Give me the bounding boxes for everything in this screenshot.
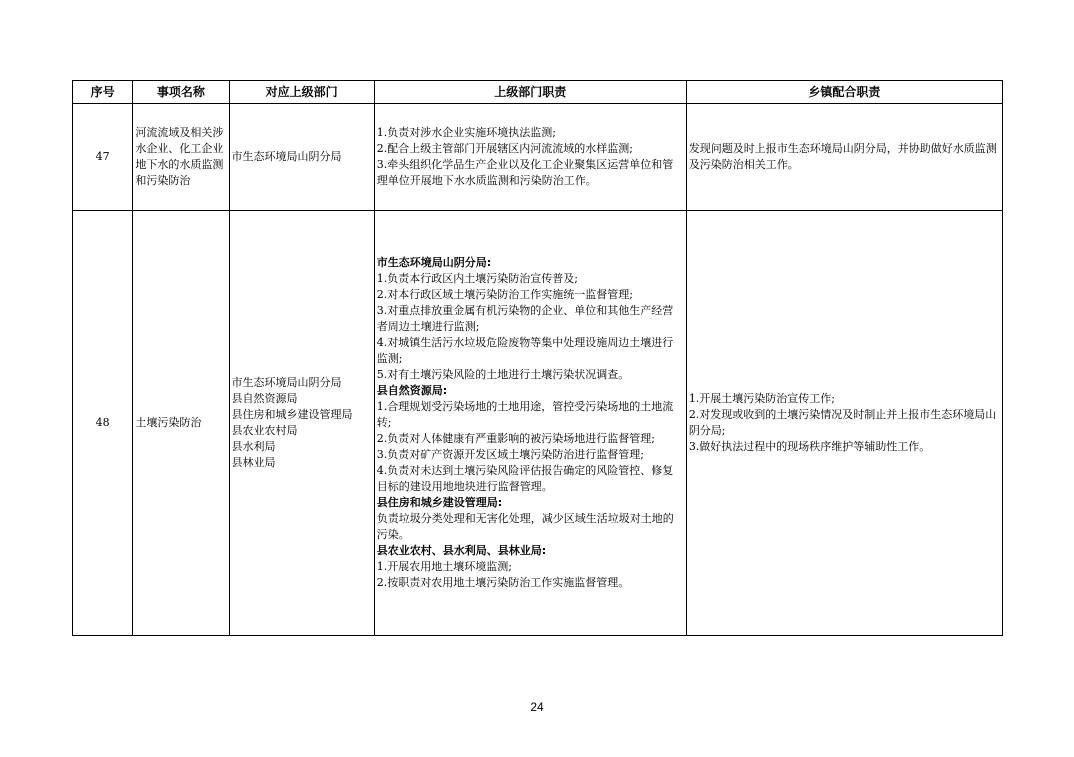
table-row (73, 104, 1003, 211)
row-item: 土壤污染防治 (133, 211, 229, 636)
duty-line: 3.牵头组织化学品生产企业以及化工企业聚集区运营单位和管理单位开展地下水水质监测和污染防治工作。 (376, 158, 674, 187)
row-duty (374, 211, 686, 636)
duty-line: 2.配合上级主管部门开展辖区内河流流域的水样监测; (376, 142, 633, 155)
dept-line: 市生态环境局山阴分局 (231, 376, 342, 389)
dept-line: 县自然资源局 (231, 392, 298, 405)
duty-group-title: 县自然资源局: (376, 384, 448, 397)
row-dept (229, 211, 374, 636)
duty-line: 2.对本行政区域土壤污染防治工作实施统一监督管理; (376, 288, 633, 301)
dept-line: 市生态环境局山阴分局 (231, 150, 342, 163)
duty-line: 2.负责对人体健康有严重影响的被污染场地进行监督管理; (376, 432, 655, 445)
dept-line: 县水利局 (231, 440, 276, 453)
header-item: 事项名称 (133, 81, 229, 104)
duty-group-title: 市生态环境局山阴分局: (376, 256, 492, 269)
town-line: 发现问题及时上报市生态环境局山阴分局，并协助做好水质监测及污染防治相关工作。 (688, 142, 997, 171)
duty-line: 4.负责对未达到土壤污染风险评估报告确定的风险管控、修复目标的建设用地地块进行监督管理。 (376, 464, 674, 493)
row-town (686, 211, 1002, 636)
duty-line: 5.对有土壤污染风险的土地进行土壤污染状况调查。 (376, 368, 630, 381)
dept-line: 县住房和城乡建设管理局 (231, 408, 353, 421)
duty-line: 1.负责本行政区内土壤污染防治宣传普及; (376, 272, 578, 285)
duty-line: 2.按职责对农用地土壤污染防治工作实施监督管理。 (376, 576, 630, 589)
row-seq: 47 (73, 104, 133, 211)
duty-line: 负责垃圾分类处理和无害化处理，减少区域生活垃圾对土地的污染。 (376, 512, 674, 541)
header-row (73, 81, 1003, 104)
row-dept (229, 104, 374, 211)
row-town (686, 104, 1002, 211)
town-line: 1.开展土壤污染防治宣传工作; (688, 392, 836, 405)
duty-group-title: 县住房和城乡建设管理局: (376, 496, 503, 509)
header-town: 乡镇配合职责 (686, 81, 1002, 104)
town-line: 3.做好执法过程中的现场秩序维护等辅助性工作。 (688, 440, 931, 453)
duty-line: 1.合理规划受污染场地的土地用途，管控受污染场地的土地流转; (376, 400, 674, 429)
row-item: 河流流域及相关涉水企业、化工企业地下水的水质监测和污染防治 (133, 104, 229, 211)
town-line: 2.对发现或收到的土壤污染情况及时制止并上报市生态环境局山阴分局; (688, 408, 997, 437)
duty-line: 3.对重点排放重金属有机污染物的企业、单位和其他生产经营者周边土壤进行监测; (376, 304, 674, 333)
duty-line: 1.负责对涉水企业实施环境执法监测; (376, 126, 556, 139)
header-duty: 上级部门职责 (374, 81, 686, 104)
dept-line: 县农业农村局 (231, 424, 298, 437)
responsibility-table (72, 80, 1003, 636)
duty-group-title: 县农业农村、县水利局、县林业局: (376, 544, 547, 557)
duty-line: 1.开展农用地土壤环境监测; (376, 560, 512, 573)
table-row (73, 211, 1003, 636)
duty-line: 3.负责对矿产资源开发区域土壤污染防治进行监督管理; (376, 448, 644, 461)
row-seq: 48 (73, 211, 133, 636)
dept-line: 县林业局 (231, 456, 276, 469)
page-number: 24 (530, 700, 544, 714)
duty-line: 4.对城镇生活污水垃圾危险废物等集中处理设施周边土壤进行监测; (376, 336, 674, 365)
header-dept: 对应上级部门 (229, 81, 374, 104)
header-seq: 序号 (73, 81, 133, 104)
row-duty (374, 104, 686, 211)
